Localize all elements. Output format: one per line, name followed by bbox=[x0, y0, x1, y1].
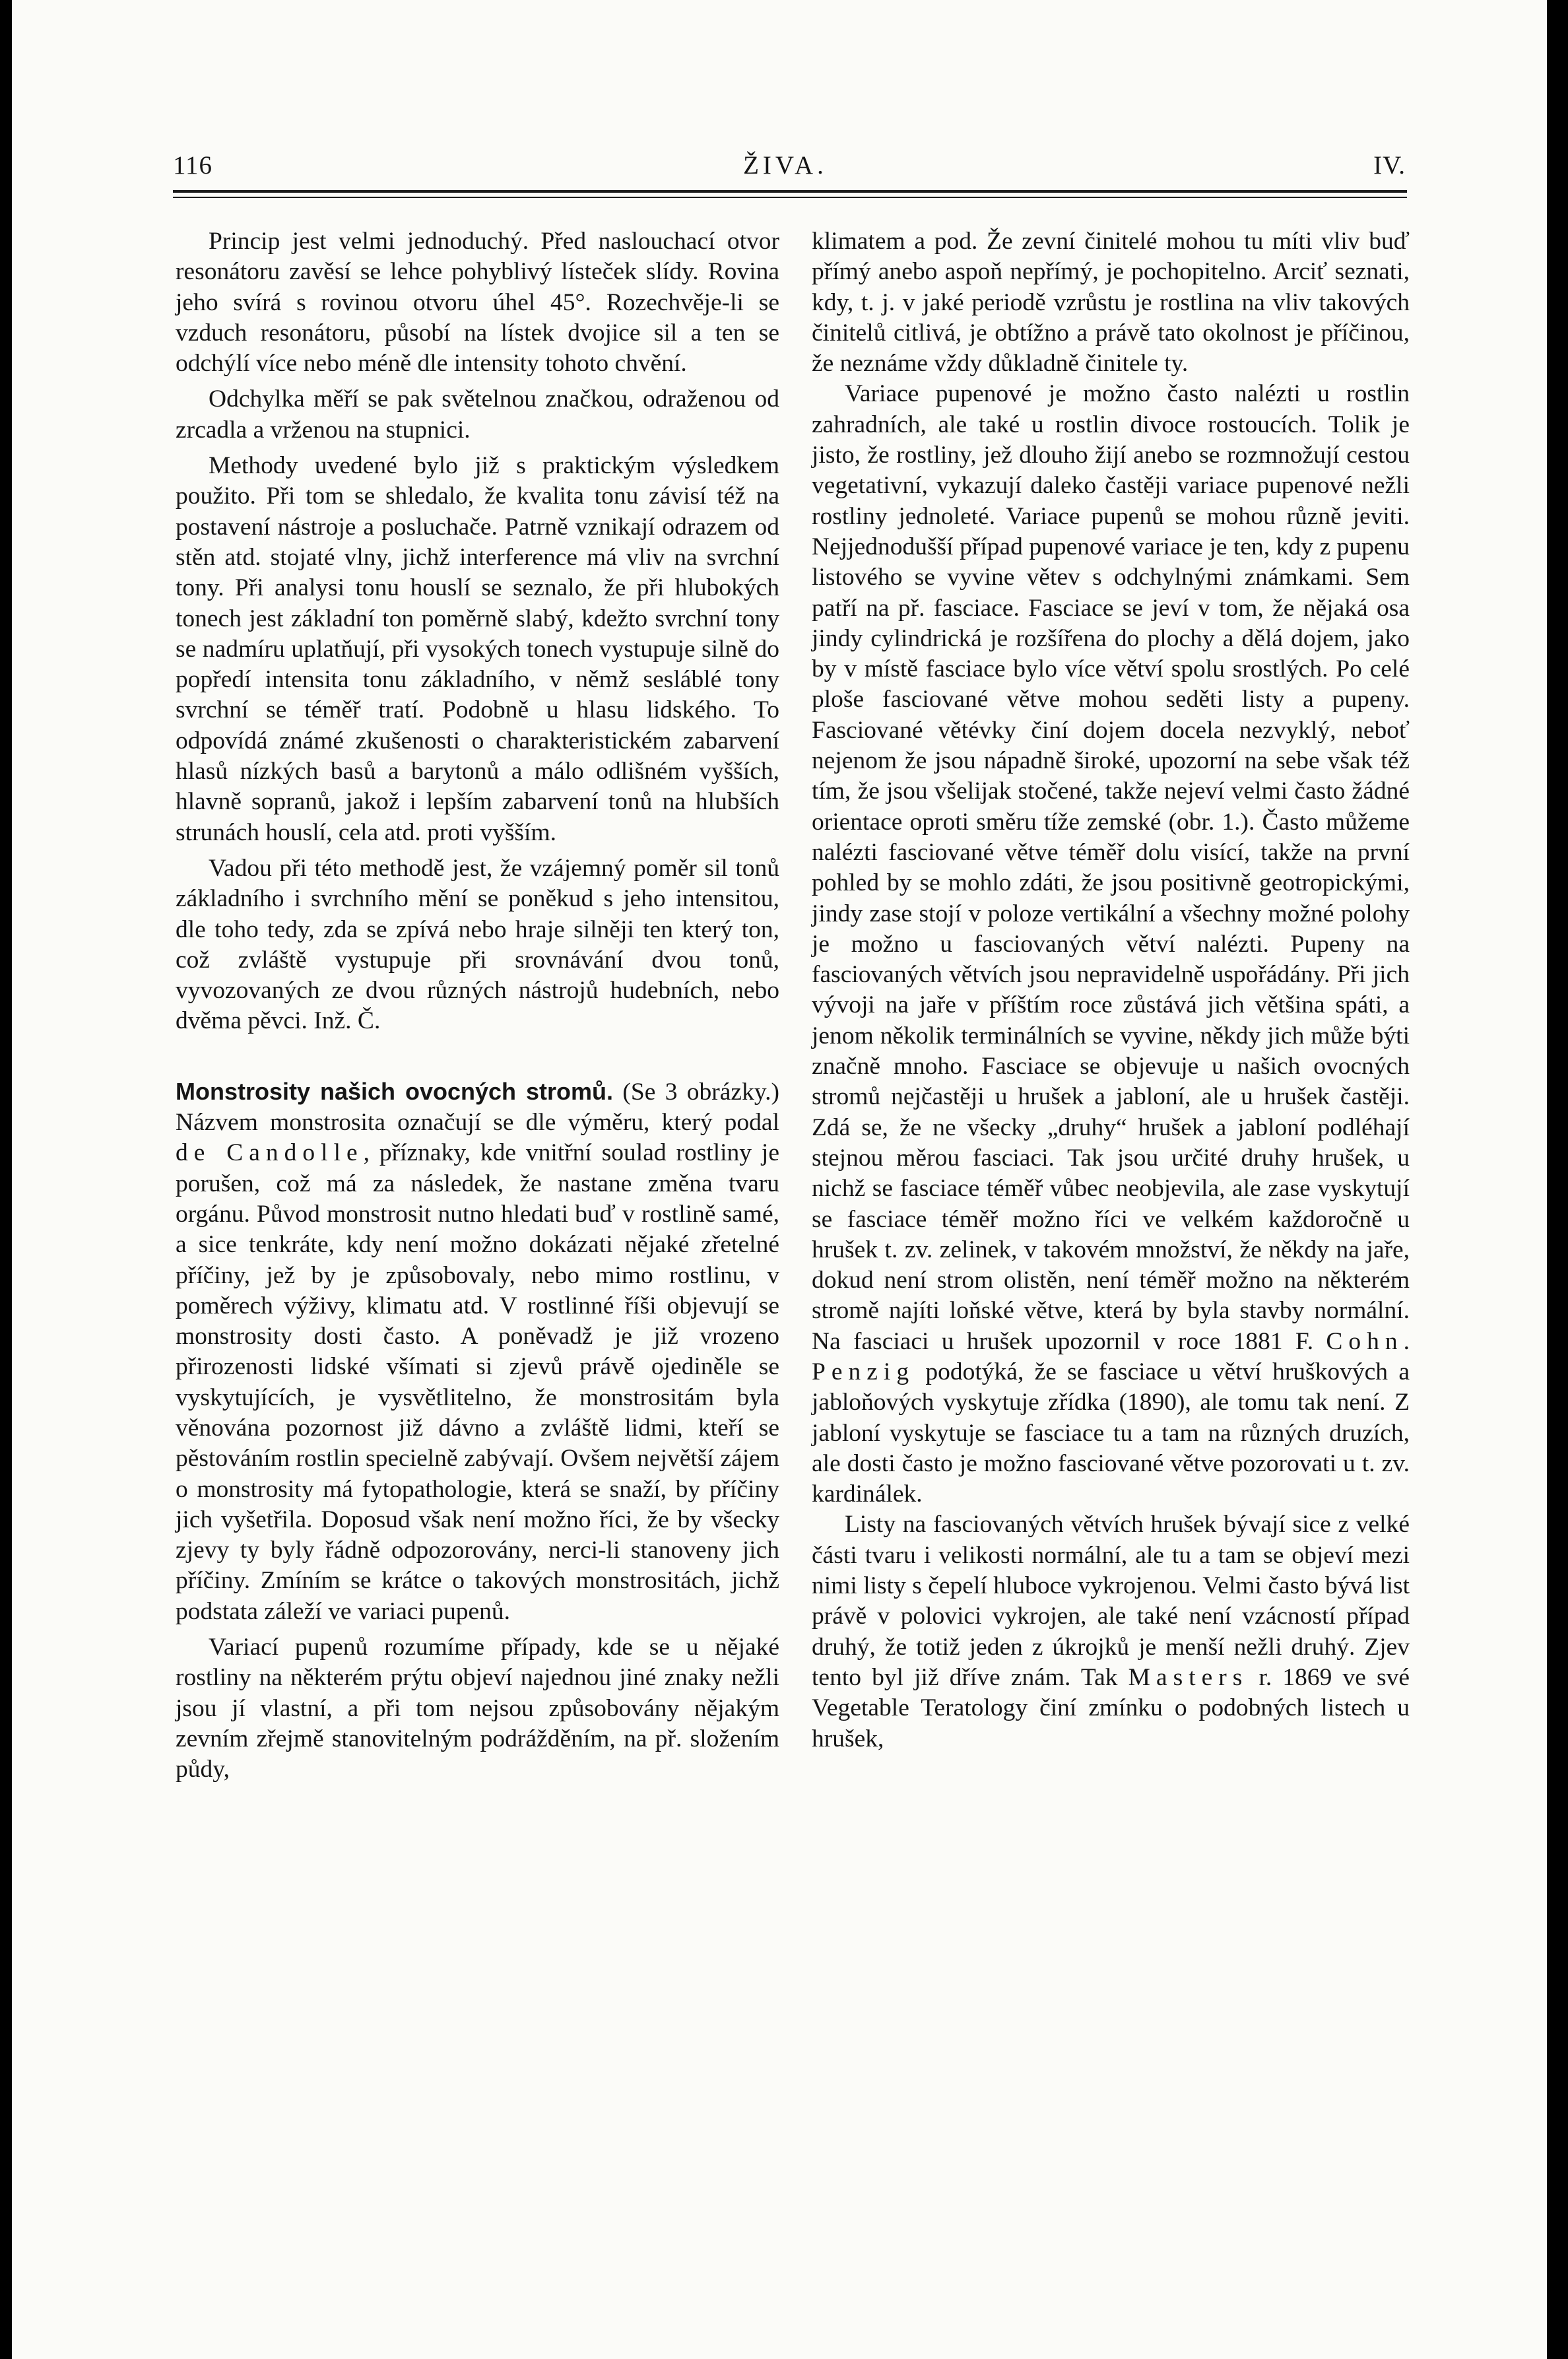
header-rule-thin bbox=[173, 197, 1407, 198]
journal-title: ŽIVA. bbox=[743, 151, 828, 180]
paragraph-leaves bbox=[812, 1510, 1410, 1754]
header-rule-thick bbox=[173, 190, 1407, 193]
paragraph-climate: klimatem a pod. Že zevní činitelé mohou tu míti vliv buď přímý anebo aspoň nepřímý, je pochopitelno. Arciť seznati, kdy, t. j. v jaké periodě vzrůstu je rostlina na vliv takových činitelů citlivá, je obtížno a právě tato okolnost je příčinou, že neznáme vždy důkladně činitele ty. bbox=[812, 228, 1410, 378]
article-signature: Inž. Č. bbox=[313, 1007, 381, 1035]
intro-text-b: , příznaky, kde vnitřní soulad rostliny je porušen, což má za následek, že nastane změna tvaru orgánu. Původ monstrosit nutno hledati buď v rostlině samé, a sice tenkráte, kdy není možno dokázati nějaké zřetelné příčiny, jež by je způsobovaly, nebo mimo rostlinu, v poměrech výživy, klimatu atd. V rostlinné říši objevují se monstrosity dosti často. A poněvadž je již vrozeno přirozenosti lidské všímati si zjevů právě ojediněle se vyskytujících, je vysvětlitelno, že monstrositám byla věnována pozornost již dávno a zvláště lidmi, kteří se pěstováním rostlin specielně zabývají. Ovšem největší zájem o monstrosity má fytopathologie, která se snaží, by příčiny jich vyšetřila. Doposud však není možno říci, že by všecky zjevy ty byly řádně odpozorovány, nerci-li stanoveny jich příčiny. Zmíním se krátce o takových monstrositách, jichž podstata záleží ve variaci pupenů. bbox=[176, 1139, 779, 1625]
author-cohn: Cohn bbox=[1326, 1327, 1404, 1355]
section-title: Monstrosity našich ovocných stromů. bbox=[176, 1077, 614, 1105]
paragraph-deflection: Odchylka měří se pak světelnou značkou, odraženou od zrcadla a vrženou na stupnici. bbox=[176, 385, 779, 444]
intro-text-a: (Se 3 obrázky.) Názvem monstrosita označují se dle výměru, který podal bbox=[176, 1078, 779, 1137]
author-penzig: Penzig bbox=[812, 1358, 915, 1385]
fasciation-sep: . bbox=[1403, 1327, 1410, 1355]
page-number: 116 bbox=[173, 151, 213, 180]
paragraph-principle: Princip jest velmi jednoduchý. Před naslouchací otvor resonátoru zavěsí se lehce pohyblivý lísteček slídy. Rovina jeho svírá s rovinou otvoru úhel 45°. Rozechvěje-li se vzduch resonátoru, působí na lístek dvojice sil a ten se odchýlí více nebo méně dle intensity tohoto chvění. bbox=[176, 228, 779, 378]
paragraph-drawback bbox=[176, 853, 779, 1037]
running-header bbox=[165, 147, 1406, 193]
drawback-text: Vadou při této methodě jest, že vzájemný poměr sil tonů základního i svrchního mění se poněkud s jeho intensitou, dle toho tedy, zda se zpívá nebo hraje silněji ten který ton, což zvláště vystupuje při srovnávání dvou tonů, vyvozovaných ze dvou různých nástrojů hudebních, nebo dvěma pěvci. bbox=[176, 854, 779, 1035]
paragraph-methods: Methody uvedené bylo již s praktickým výsledkem použito. Při tom se shledalo, že kvalita tonu závisí též na postavení nástroje a posluchače. Patrně vznikají odrazem od stěn atd. stojaté vlny, jichž interference má vliv na svrchní tony. Při analysi tonu houslí se seznalo, že při hlubokých tonech jest základní ton poměrně slabý, kdežto svrchní tony se nadmíru uplatňují, při vysokých tonech vystupuje silně do popředí intensita tonu základního, v němž sesláblé tony svrchní se téměř tratí. Podobně u hlasu lidského. To odpovídá známé zkušenosti o charakteristickém zabarvení hlasů nízkých basů a barytonů a málo odlišném vyšších, hlavně sopranů, jakož i lepším zabarvení tonů na hlubších strunách houslí, cela atd. proti vyšším. bbox=[176, 452, 779, 846]
left-column bbox=[176, 226, 779, 1785]
paragraph-fasciation bbox=[812, 379, 1410, 1510]
leaves-text-a: Listy na fasciovaných větvích hrušek bývají sice z velké části tvaru i velikosti normální, ale tu a tam se objeví mezi nimi listy s čepelí hluboce vykrojenou. Velmi často bývá list právě v polovici vykrojen, ale také není vzácností případ druhý, že totiž jeden z úkrojků je menší nežli druhý. Zjev tento byl již dříve znám. Tak bbox=[812, 1511, 1410, 1691]
leaves-text-b: r. 1869 ve své Vegetable Teratology činí zmínku o podobných listech u hrušek, bbox=[812, 1663, 1410, 1752]
author-candolle: de Candolle bbox=[176, 1139, 364, 1167]
section-monstrosity-intro bbox=[176, 1077, 779, 1627]
fasciation-text: Variace pupenové je možno často nalézti u rostlin zahradních, ale také u rostlin divoce rostoucích. Tolik je jisto, že rostliny, jež dlouho žijí anebo se rozmnožují cestou vegetativní, vykazují daleko častěji variace pupenové nežli rostliny jednoleté. Variace pupenů se mohou různě jeviti. Nejjednodušší případ pupenové variace je ten, kdy z pupenu listového se vyvine větev s odchylnými známkami. Sem patří na př. fasciace. Fasciace se jeví v tom, že nějaká osa jindy cylindrická je rozšířena do plochy a dělá dojem, jako by v místě fasciace bylo více větví spolu srostlých. Po celé ploše fasciované větve mohou seděti listy a pupeny. Fasciované větévky činí dojem docela nezvyklý, neboť nejenom že jsou nápadně široké, upozorní na sebe však též tím, že jsou všelijak stočené, takže nejeví velmi často žádné orientace oproti směru tíže zemské (obr. 1.). Často můžeme nalézti fasciované větve téměř dolu visící, takže na první pohled by se mohlo zdáti, že jsou positivně geotropickými, jindy zase stojí v poloze vertikální a všechny možné polohy je možno u fasciovaných větví nalézti. Pupeny na fasciovaných větvích jsou nepravidelně uspořádány. Při jich vývoji na jaře v příštím roce zůstává jich většina spáti, a jenom několik terminálních se vyvine, někdy jich může býti značně mnoho. Fasciace se objevuje u našich ovocných stromů nejčastěji u hrušek a jabloní, ale u hrušek častěji. Zdá se, že ne všecky „druhy“ hrušek a jabloní podléhají stejnou měrou fasciaci. Tak jsou určité druhy hrušek, u nichž se fasciace téměř vůbec neobjevila, ale zase vyskytují se fasciace téměř možno říci ve velkém každoročně u hrušek t. zv. zelinek, v takovém množství, že někdy na jaře, dokud není strom olistěn, není téměř možno na některém stromě najíti loňské větve, která by byla stavby normální. Na fasciaci u hrušek upozornil v roce 1881 F. bbox=[812, 380, 1410, 1355]
volume-number: IV. bbox=[1373, 151, 1406, 180]
paragraph-bud-variation: Variací pupenů rozumíme případy, kde se u nějaké rostliny na některém prýtu objeví najednou jiné znaky nežli jsou jí vlastní, a při tom nejsou způsobovány nějakým zevním zřejmě stanovitelným podrážděním, na př. složením půdy, bbox=[176, 1634, 779, 1783]
right-column bbox=[812, 226, 1410, 1754]
fasciation-end: podotýká, že se fasciace u větví hruškových a jabloňových vyskytuje zřídka (1890), ale tomu tak není. Z jabloní vyskytuje se fasciace tu a tam na různých druzích, ale dosti často je možno fasciované větve pozorovati u t. zv. kardinálek. bbox=[812, 1358, 1410, 1508]
author-masters: Masters bbox=[1128, 1663, 1249, 1691]
